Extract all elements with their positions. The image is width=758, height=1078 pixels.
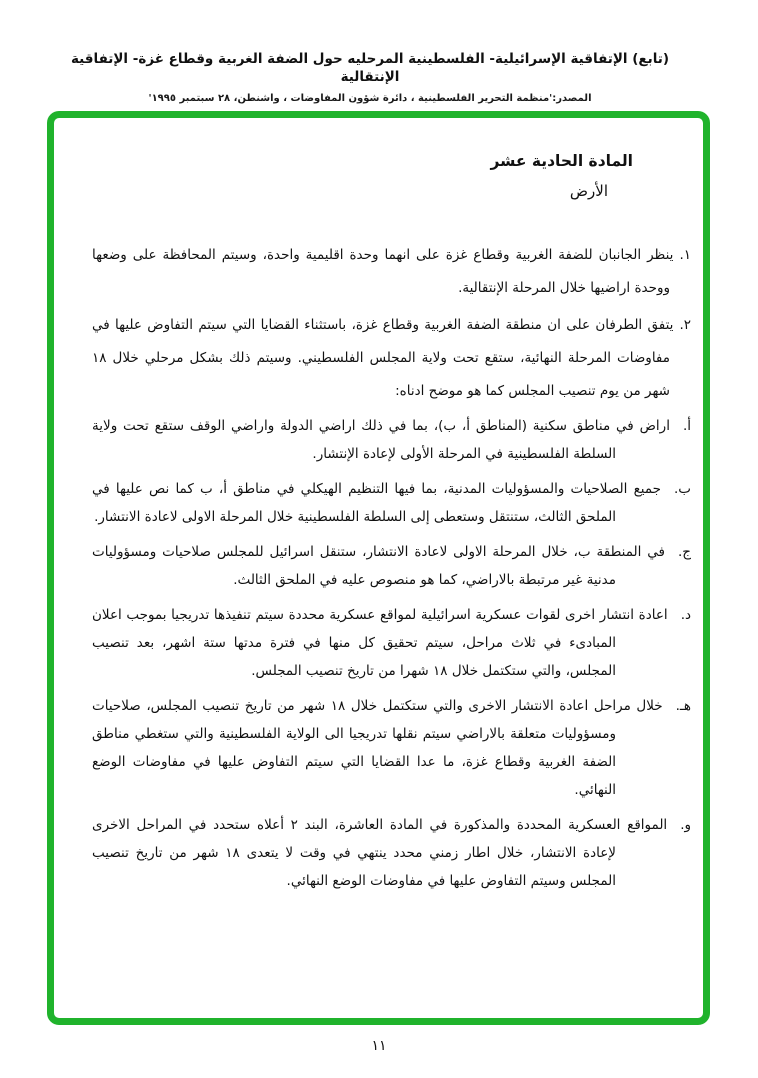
document-header (60, 50, 680, 104)
subclause-w-text: المواقع العسكرية المحددة والمذكورة في المادة العاشرة، البند ٢ أعلاه ستحدد في المراحل الاخرى لإعادة الانتشار، خلال اطار زمني محدد ينتهي في وقت لا يتعدى ١٨ شهر من تاريخ تنصيب المجلس وسيتم التفاوض عليها في مفاوضات الوضع النهائي. (92, 817, 668, 889)
green-frame (47, 111, 710, 1025)
subclause-a (92, 412, 691, 468)
clause-2-marker: ٢. (679, 317, 691, 333)
subclause-d-marker: د. (680, 607, 691, 623)
subclause-a-marker: أ. (682, 418, 691, 434)
subclause-b-text: جميع الصلاحيات والمسؤوليات المدنية، بما فيها التنظيم الهيكلي في مناطق أ، ب كما نص عليها في الملحق الثالث، ستنتقل وستعطى إلى السلطة الفلسطينية خلال المرحلة الاولى لاعادة الانتشار. (92, 481, 661, 525)
clause-1 (92, 239, 691, 305)
clause-2-text: يتفق الطرفان على ان منطقة الضفة الغربية وقطاع غزة، باستثناء القضايا التي سيتم التفاوض عليها في مفاوضات المرحلة النهائية، ستقع تحت ولاية المجلس الفلسطيني. وسيتم ذلك بشكل مرحلي خلال ١٨ شهر من يوم تنصيب المجلس كما هو موضح ادناه: (92, 317, 674, 399)
subclause-b (92, 475, 691, 531)
subclause-b-marker: ب. (673, 481, 691, 497)
article-title: المادة الحادية عشر (490, 152, 633, 170)
header-source-line: المصدر:'منظمة التحرير الفلسطينية ، دائرة شؤون المفاوضات ، واشنطن، ٢٨ سبتمبر ١٩٩٥' (148, 93, 592, 104)
clause-1-text: ينظر الجانبان للضفة الغربية وقطاع غزة على انهما وحدة اقليمية واحدة، وسيتم المحافظة على وضعها ووحدة اراضيها خلال المرحلة الإنتقالية. (92, 247, 674, 296)
subclause-j-marker: ج. (677, 544, 691, 560)
header-title: (تابع) الإتفاقية الإسرائيلية- الفلسطينية المرحليه حول الضفة الغربية وقطاع غزة- الإتفاقية الإنتقالية (70, 51, 670, 85)
subclause-d-text: اعادة انتشار اخرى لقوات عسكرية اسرائيلية لمواقع عسكرية محددة سيتم تنفيذها تدريجيا بموجب اعلان المبادىء في ثلاث مراحل، سيتم تحقيق كل منها في فترة مدتها ستة اشهر، بعد تنصيب المجلس، والتي ستكتمل خلال ١٨ شهرا من تاريخ تنصيب المجلس. (92, 607, 668, 679)
page-number: ١١ (371, 1038, 387, 1054)
article-subtitle: الأرض (569, 182, 608, 200)
article-body (92, 239, 691, 895)
subclause-w-marker: و. (680, 817, 691, 833)
subclause-d (92, 601, 691, 685)
subclause-h (92, 692, 691, 804)
subclause-w (92, 811, 691, 895)
subclause-j-text: في المنطقة ب، خلال المرحلة الاولى لاعادة الانتشار، ستنقل اسرائيل للمجلس صلاحيات ومسؤوليات مدنية غير مرتبطة بالاراضي، كما هو منصوص عليه في الملحق الثالث. (92, 544, 665, 588)
subclause-j (92, 538, 691, 594)
subclause-h-marker: هـ. (675, 698, 692, 714)
clause-1-marker: ١. (679, 247, 691, 263)
subclause-a-text: اراض في مناطق سكنية (المناطق أ، ب)، بما في ذلك اراضي الدولة واراضي الوقف ستقع تحت ولاية السلطة الفلسطينية في المرحلة الأولى لإعادة الإنتشار. (92, 418, 670, 462)
subclause-h-text: خلال مراحل اعادة الانتشار الاخرى والتي ستكتمل خلال ١٨ شهر من تاريخ تنصيب المجلس، صلاحيات ومسؤوليات متعلقة بالاراضي سيتم نقلها تدريجيا الى الولاية الفلسطينية والتي ستغطي مناطق الضفة الغربية وقطاع غزة، ما عدا القضايا التي سيتم التفاوض عليها في مفاوضات الوضع النهائي. (92, 698, 663, 798)
clause-2 (92, 309, 691, 408)
